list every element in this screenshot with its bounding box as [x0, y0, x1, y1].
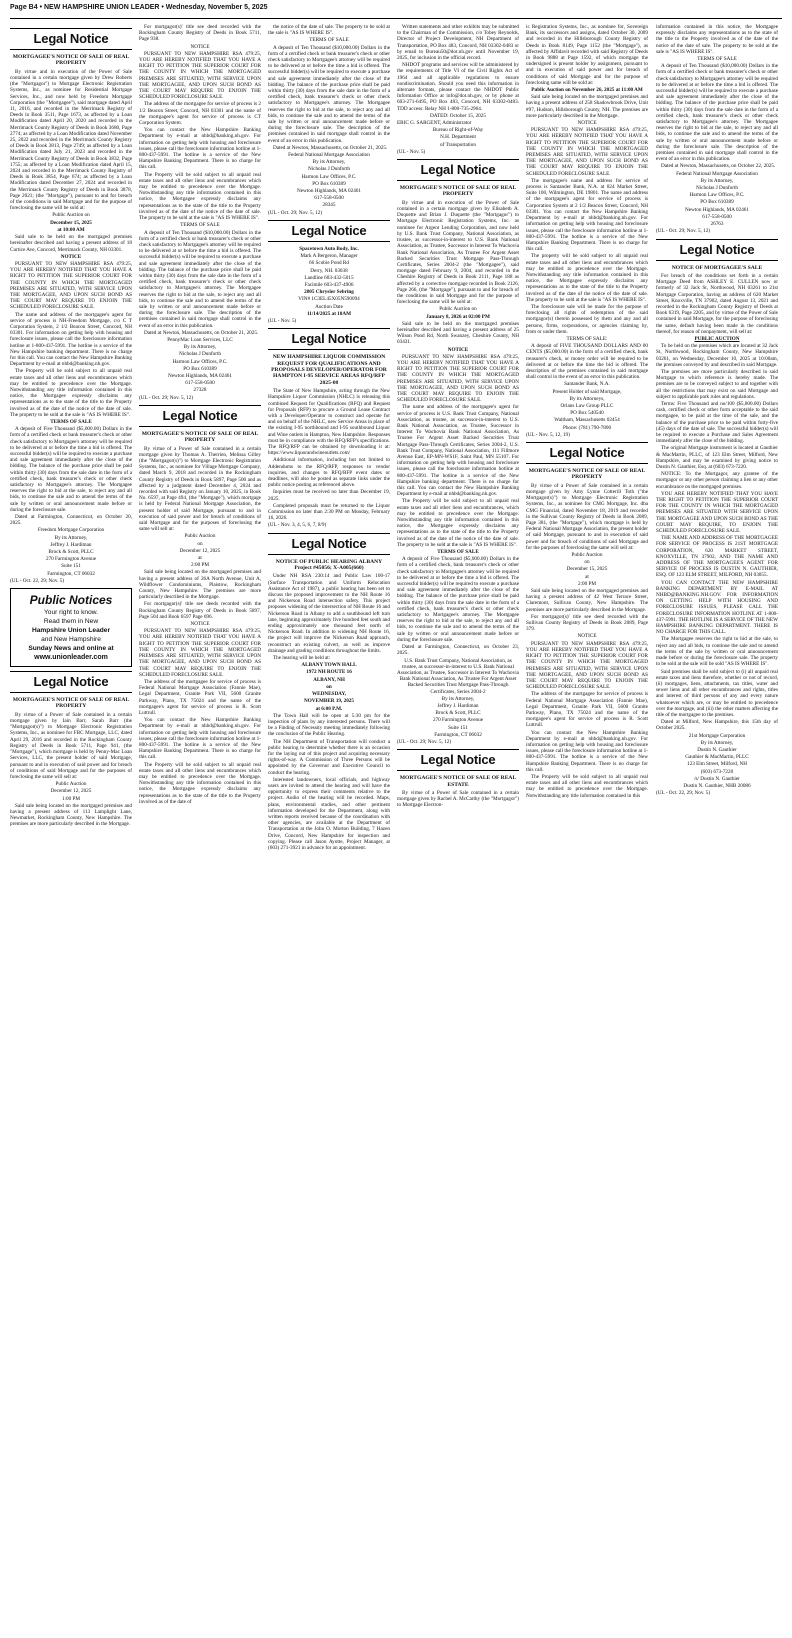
notice-body: The Property will be sold subject to all unpaid real estate taxes and all other liens and encumbrances which may be entitled to precedence over the Mortgage. Notwithstanding any title information contained in this notice, the Mortgagee expressly disclaims any representations as to the state of the title to the Property involved as of the date of the notice of the date of sale. The property to be sold at the sale is "AS IS WHERE IS". — [10, 368, 132, 418]
notice-body: Under NH RSA 230:14 and Public Law 100-17 (Surface Transportation and Uniform Relocation Assistance Act of 1987), a public hearing has been set to discuss the proposed improvement to the NH Route 16 and Nickerson Road intersection safety. This project proposes widening of the intersection of NH Route 16 and Nickerson Road in Albany to add a southbound left turn lane, beginning approximately five hundred feet south and ending approximately one thousand feet north of Nickerson Road. In addition to widening NH Route 16, the project will improve the Nickerson Road approach, reconstruct an existing culvert, as well as improve drainage and grading conditions throughout the limits. — [268, 573, 390, 654]
signature-line: By its Attorney, — [312, 159, 346, 166]
signature-line: 270 Farmington Avenue — [432, 717, 484, 724]
notice-title: NEW HAMPSHIRE LIQUOR COMMISSION REQUEST FOR QUALIFICATIONS AND PROPOSALS DEVELOPER/OPERATOR FOR HAMPTON I-95 SERVICE AREAS RFQ/RFP 2025-08 — [271, 354, 387, 386]
notice-body: The mortgagee's name and address for service of process is Santander Bank, N.A. at 824 Market Street, Suite 100, Wilmington, DE 19801. The name and address of the mortgagee's agent for service of process is Corporation System at 2 1/2 Beacon Street, Concord, NH 03301. You can contact the New Hampshire Banking Department by e-mail at nhbd@banking.nh.gov. For information on getting help with housing and foreclosure issues, please call the foreclosure information hotline at 1-800-437-5991. The hotline is a service of the New Hampshire Banking Department. There is no charge for this call. — [526, 177, 648, 253]
signature-line: PO Box 610389 — [700, 199, 734, 206]
signature-line: Orlans Law Group PLLC — [560, 402, 614, 409]
notice-body: PURSUANT TO NEW HAMPSHIRE RSA 479:25, YOU ARE HEREBY NOTIFIED THAT YOU HAVE A RIGHT TO PETITION THE SUPERIOR COURT FOR THE COUNTY IN WHICH THE MORTGAGED PREMISES ARE SITUATED, WITH SERVICE UPON THE MORTGAGEE, AND UPON SUCH BOND AS THE COURT MAY REQUIRE TO ENJOIN THE SCHEDULED FORECLOSURE SALE. — [139, 50, 261, 101]
signature-line: Jeffrey J. Hardiman — [437, 702, 479, 709]
signature-line: (603) 673-7220 — [700, 768, 734, 775]
legal-notice-heading: Legal Notice — [268, 533, 390, 555]
run-dates: (UL - Nov. 5) — [268, 317, 297, 324]
signature-line: 26763 — [710, 221, 724, 228]
auction-line: 2:00 PM — [577, 580, 597, 587]
dated-line: Dated at Milford, New Hampshire, this 15th day of October 2025. — [656, 719, 778, 732]
notice-body: By virtue and in execution of the Power of Sale contained in a certain mortgage given by Elisabeth A. Duquette and Brian J. Duquette (the "Mortgagor") to Mortgage Electronic Registration Systems, Inc. as nominee for Argent Lending Corporation, and now held by U.S. Bank Trust Company, National Association, as trustee, as successor-in-interest to U.S. Bank National Association, as Trustee, Successor in Interest To Wachovia Bank National Association, As Trustee For Argent Asset Backed Securities Trust Mortgage Pass-Through Certificates, Series 2004-2 (the "Mortgagee"), said mortgage dated February 9, 2004, and recorded in the Cheshire Registry of Deeds in Book 2111, Page 188 as affected by a corrective mortgage recorded in Book 2126, Page 266, (the "Mortgage"), pursuant to and for breach of the conditions in said Mortgage and for the purpose of foreclosing the same will be sold at: — [397, 199, 519, 306]
notice-body: PURSUANT TO NEW HAMPSHIRE RSA 479:25, YOU ARE HEREBY NOTIFIED THAT YOU HAVE A RIGHT TO PETITION THE SUPERIOR COURT FOR THE COUNTY IN WHICH THE MORTGAGED PREMISES ARE SITUATED, WITH SERVICE UPON THE MORTGAGEE, AND UPON SUCH BOND AS THE COURT MAY REQUIRE TO ENJOIN THE SCHEDULED FORECLOSURE SALE. — [139, 628, 261, 678]
notice-body: Additional information, including but not limited to Addendums to the RFQ/RFP, responses to vendor inquiries, and changes to RFQ/RFP event dates or deadlines, will also be posted as separate links under the public notice posting as referenced above. — [268, 457, 390, 489]
column-3 — [268, 24, 390, 1624]
signature-line: 27328 — [193, 387, 207, 394]
signature-line: By its Attorney, — [54, 534, 88, 541]
notice-body: The name and address of the mortgagee's agent for service of process is NH-Freedom Mortgage, c/o C T Corporation System, 2 1/2 Beacon Street, Concord, NH 03301. For information on getting help with housing and foreclosure issues, please call the foreclosure information hotline at 1-800-437-5991. The hotline is a service of the New Hampshire banking department. There is no charge for this call. You can contact the New Hampshire Banking Department by e-mail at nhbd@banking.nh.gov. — [10, 311, 132, 368]
auction-date: December 15, 2025 — [50, 219, 92, 226]
notice-body: The hearing will be held at: — [273, 655, 331, 662]
auction-date: December 12, 2025 — [179, 547, 221, 554]
notice-label: NOTICE — [447, 346, 469, 353]
signature-line: Federal National Mortgage Association — [676, 170, 758, 177]
notice-body: Inquiries must be received no later than December 19, 2025. — [268, 489, 390, 502]
signature-line: Harmon Law Offices, P.C. — [172, 358, 228, 365]
signature-line: 617-558-0500 — [185, 380, 215, 387]
notice-body: Completed proposals must be returned to the Liquor Commission no later than 2:30 PM on Monday, February 16, 2026. — [268, 502, 390, 522]
notice-body: The Property will be sold subject to all unpaid real estate taxes and all other liens and encumbrances which may be entitled to precedence over the Mortgage. Notwithstanding any title information contained in this notice, the Mortgagee expressly disclaims any representations as to the state of the title to the Property involved as of the date of — [139, 761, 261, 805]
hearing-place-line: on — [326, 683, 332, 690]
notice-body: A deposit of Ten Thousand ($10,000.00) Dollars in the form of a certified check or bank treasurer's check or other check satisfactory to Mortgagee's attorney will be required to be delivered at or before the time a bid is offered. The successful bidder(s) will be required to execute a purchase and sale agreement immediately after the close of the bidding. The balance of the purchase price shall be paid within thirty (30) days from the sale date in the form of a certified check, bank treasurer's check or other check satisfactory to Mortgagee's attorney. The Mortgagee reserves the right to bid at the sale, to reject any and all bids, to continue the sale and to amend the terms of the sale by written or oral announcement made before or during the foreclosure sale. The description of the premises contained in said mortgage shall control in the event of an error in this publication. — [656, 63, 778, 163]
terms-label: TERMS OF SALE — [50, 418, 92, 425]
legal-notice-heading: Legal Notice — [10, 671, 132, 693]
signature-line: Phone: (781) 790-7800 — [562, 424, 612, 431]
legal-notice-heading: Legal Notice — [268, 220, 390, 242]
notice-body: A deposit of Five Thousand ($5,000.00) Dollars in the form of a certified check, bank treasurer's check or other check satisfactory to Mortgagee's attorney will be required to be delivered at or before the time a bid is offered. The successful bidder(s) will be required to execute a purchase and sale agreement immediately after the close of the bidding. The balance of the purchase price shall be paid within thirty (30) days from the sale date in the form of a certified check, bank treasurer's check or other check satisfactory to Mortgagee's attorney. The Mortgagee reserves the right to bid at the sale, to reject any and all bids, to continue the sale and to amend the terms of the sale by written or oral announcement made before or during the foreclosure sale. — [397, 556, 519, 643]
notice-body: The address of the mortgagee for service of process is Federal National Mortgage Association (Fannie Mae), Legal Department, Granite Park VII, 5600 Granite Parkway, Plano, TX 75024 and the name of the mortgagee's agent for service of process is R. Scott Luttrull. — [526, 691, 648, 729]
signature-line: Present Holder of said Mortgage, — [552, 388, 622, 395]
signature-line: 270 Farmington Avenue — [45, 556, 97, 563]
auto-vin: VIN# 1C3EL45X05N590094 — [298, 296, 360, 303]
hearing-place-line: 1972 NH ROUTE 16 — [306, 669, 352, 676]
notice-body: The Town Hall will be open at 5:30 pm for the inspection of plans by any interested persons. There will be a Finding of Necessity meeting immediately following the conclusion of the Public Hearing. — [268, 712, 390, 738]
run-dates: (UL - Oct. 29; Nov. 5, 12) — [397, 738, 452, 745]
signature-line: Farmington, CT 06032 — [47, 570, 95, 577]
notice-body: The address of the mortgagee for service of process is Federal National Mortgage Association (Fannie Mae), Legal Department, Granite Park VII, 5600 Granite Parkway, Plano, TX 75024 and the name of the mortgagee's agent for service of process is R. Scott Luttrull. — [139, 678, 261, 716]
notice-body: By virtue of a Power of Sale contained in a certain mortgage given by Iain Barr, Sarah Barr (the "Mortgagor(s)") to Mortgage Electronic Registration Systems, Inc., as nominee for FBC Mortgage, LLC, dated April 29, 2016 and recorded in the Rockingham County Registry of Deeds in Book 5711, Page 941, (the "Mortgage"), which mortgage is held by Penny-Mac Loan Services, LLC, the present holder of said Mortgage, pursuant to and in execution of said power and for breach of conditions of said Mortgage and for the purposes of foreclosing the same will sell at: — [10, 711, 132, 780]
notice-body: YOU CAN CONTACT THE NEW HAMPSHIRE BANKING DEPARTMENT BY E-MAIL AT NHBD@BANKING.NH.GOV. FOR INFORMATION ON GETTING HELP WITH HOUSING AND FORECLOSURE ISSUES, PLEASE CALL THE FORECLOSURE INFORMATION HOTLINE AT 1-800-437-5991. THE HOTLINE IS A SERVICE OF THE NEW HAMPSHIRE BANKING DEPARTMENT. THERE IS NO CHARGE FOR THIS CALL. — [656, 579, 778, 636]
notice-body: PURSUANT TO NEW HAMPSHIRE RSA 479:25, YOU ARE HEREBY NOTIFIED THAT YOU HAVE A RIGHT TO PETITION THE SUPERIOR COURT FOR THE COUNTY IN WHICH THE MORTGAGED PREMISES ARE SITUATED, WITH SERVICE UPON THE MORTGAGEE, AND UPON SUCH BOND AS THE COURT MAY REQUIRE TO ENJOIN THE SCHEDULED FORECLOSURE SALE. — [526, 127, 648, 177]
notice-body: NOTICE: To the Mortgagor, any grantee of the mortgagor or any other person claiming a lien or any other encumbrance on the mortgaged premises. — [656, 471, 778, 490]
notice-body: A deposit of FIVE THOUSAND DOLLARS AND 00 CENTS ($5,000.00) in the form of a certified check, bank treasurer's check, or money order will be required to be delivered at or before the time the bid is offered. The description of the premises contained in said mortgage shall control in the event of an error in this publication. — [526, 343, 648, 381]
notice-body: By virtue and in execution of the Power of Sale contained in a certain mortgage given by Drew Roberts (the "Mortgagor") to Mortgage Electronic Registration Systems, Inc., as nominee for Residential Mortgage Services, Inc., and now held by Freedom Mortgage Corporation (the "Mortgagee"), said mortgage dated April 11, 2016, and recorded in the Merrimack Registry of Deeds in Book 3511, Page 1673, as affected by a Loan Modification dated April 20, 2020 and recorded in the Merrimack County Registry of Deeds in Book 3680, Page 2774; as affected by a Loan Modification dated November 25, 2022 and recorded in the Merrimack County Registry of Deeds in Book 3813, Page 2749; as affected by a Loan Modification dated July 21, 2023 and recorded in the Merrimack County Registry of Deeds in Book 3832, Page 1755; as affected by a Loan Modification dated April 15, 2024 and recorded in the Merrimack County Registry of Deeds in Book 3854, Page 674; as affected by a Loan Modification dated December 27, 2024 and recorded in the Merrimack County Registry of Deeds in Book 3878, Page 2021; (the "Mortgage"), pursuant to and for breach of the conditions in said Mortgage and for the purpose of foreclosing the same will be sold at: — [10, 68, 132, 212]
run-dates: (UL - Nov. 5, 12, 19) — [526, 431, 570, 438]
notice-label: NOTICE — [577, 120, 597, 127]
column-6 — [656, 24, 778, 1624]
notice-body: By virtue of a Power of Sale contained in a certain mortgage given by Amy Lynne Cotterill Toth ("the Mortgagor(s)") to Mortgage Electronic Registration Systems, Inc., as nominee for CMG Mortgage, Inc. dba CMG Financial, dated November 18, 2019 and recorded in the Sullivan County Registry of Deeds in Book 2089, Page 381, (the "Mortgage"), which mortgage is held by Federal National Mortgage Association, the present holder of said Mortgage, pursuant to and in execution of said power and for breach of conditions of said Mortgage and for the purposes of foreclosing the same will sell at: — [526, 482, 648, 551]
signature-line: Nicholas J Dunforth — [307, 166, 351, 173]
legal-notice-heading: Legal Notice — [10, 28, 132, 50]
notice-body: You can contact the New Hampshire Banking Department by e-mail at nhbd@banking.nh.gov. For information on getting help with housing and foreclosure issues, please call the foreclosure information hotline at 1-800-437-5991. The hotline is a service of the New Hampshire Banking Department. There is no charge for this call. — [139, 717, 261, 761]
notice-body: The Mortgagee reserves the right to bid at the sale, to reject any and all bids, to continue the sale and to amend the terms of the sale by written or oral announcement made before or during the foreclosure sale. The property to be sold at the sale will be sold "AS IS WHERE IS". — [656, 636, 778, 668]
notice-body: For mortgagor(s)' title see deeds recorded with the Rockingham County Registry of Deeds in Book 5897, Page 504 and Book 6597 Page 696. — [139, 601, 261, 620]
notice-body: Written statements and other exhibits may be submitted to the Chairman of the Commission, c/o Tobey Reynolds, Director of Project Development, NH Department of Transportation, PO Box 483, Concord, NH 03302-0483 or by email to Bureau50@dot.nh.gov until November 19, 2025, for inclusion in the official record. — [397, 24, 519, 62]
notice-body: You can contact the New Hampshire Banking Department by e-mail at nhbd@banking.nh.gov. For information on getting help with housing and foreclosure issues, please call the foreclosure information hotline at 1-800-437-5991. The hotline is a service of the New Hampshire Banking Department. There is no charge for this call. — [526, 729, 648, 773]
notice-body: For breach of the conditions set forth in a certain Mortgage Deed from ASHLEY E. CULLEN now or formerly of 32 Jack St, Northwood, NH 03261 to 21st Mortgage Corporation, having an address of 620 Market Street, Knoxville, TN 37902, dated August 13, 2021 and recorded in the Rockingham County Registry of Deeds at Book 6319, Page 2205, and by virtue of the Power of Sale contained in said Mortgage, for the purpose of foreclosing the same, default having been made in the conditions thereof, for reason of nonpayment, will sell at: — [656, 272, 778, 335]
run-dates: (UL - Oct. 22, 29; Nov. 5) — [10, 577, 65, 584]
notice-body: information contained in this notice, the Mortgagee expressly disclaims any representations as to the state of the title to the Property involved as of the date of the notice of the date of sale. The property to be sold at the sale is "AS IS WHERE IS". — [656, 24, 778, 55]
auction-line: on — [584, 559, 590, 566]
column-5 — [526, 24, 648, 1624]
notice-body: A deposit of Five Thousand ($5,000.00) Dollars in the form of a certified check or bank treasurer's check or other check satisfactory to Mortgagee's attorney will be required to be delivered at or before the time a bid is offered. The successful bidder(s) will be required to execute a purchase and sale agreement immediately after the close of the bidding. The balance of the purchase price shall be paid within thirty (30) days from the sale date in the form of a certified check, bank treasurer's check or other check satisfactory to Mortgagee's attorney. The Mortgagee reserves the right to bid at the sale, to reject any and all bids, to continue the sale and to amend the terms of the sale by written or oral announcement made before or during the foreclosure sale. — [10, 426, 132, 513]
terms-label: TERMS OF SALE: — [566, 335, 608, 342]
notice-body: Interested landowners, local officials, and highway users are invited to attend the hearing and will have the opportunity to express their comments relative to the project. Audio of the hearing will be recorded. Maps, plans, environmental studies, and other pertinent information developed for the Department, along with written reports received because of the coordination with other agencies, are available at the Department of Transportation at the John O. Morton Building, 7 Hazen Drive, Concord, New Hampshire for inspection and copying. Please call Jason Ayotte, Project Manager, at (603) 271-3921 in advance for an appointment. — [268, 776, 390, 851]
notice-label: NOTICE — [190, 43, 210, 50]
run-dates: (UL - Nov. 5) — [397, 148, 426, 155]
signature-line: By its Attorney, — [183, 344, 217, 351]
notice-body: Said sale to be held on the mortgaged premises hereinafter described and having a present address of 25 Wilson Pond Rd, North Swanzey, Cheshire County, NH 03431. — [397, 320, 519, 346]
signature-line: Dustin N. Gauthier, NHB 20086 — [683, 782, 751, 789]
notice-body: Said premises shall be sold subject to (i) all unpaid real estate taxes and liens therefore, whether or not of record, (ii) mortgages, liens, attachments, tax titles, water and sewer liens and all other encumbrances and rights, titles and interest of third persons of any and every nature whatsoever which are, or may be entitled to precedence over the mortgage, and (iii) the other matters affecting the title of the mortgagee to the premises. — [656, 668, 778, 718]
run-dates: (UL - Oct. 29; Nov. 5, 12) — [656, 228, 711, 235]
dated-line: Dated at Farmington, Connecticut, on October 20, 2025. — [10, 514, 132, 527]
signature-line: By its Attorney, — [700, 739, 734, 746]
notice-body: Said sale being located on the mortgaged premises and having a present address of 26A North Avenue, Unit A, Wildflower Condominiums, Plaistow, Rockingham County, New Hampshire. The premises are more particularly described in the Mortgage. — [139, 569, 261, 601]
auction-line: Public Auction — [571, 552, 603, 559]
dated-line: Dated at Newton, Massachusetts, on October 21, 2025. — [273, 144, 388, 151]
auto-vehicle: 2005 Chrysler Sebring — [304, 289, 354, 296]
signature-line: PennyMac Loan Services, LLC — [167, 336, 233, 343]
signature-line: Newton Highlands, MA 02461 — [685, 206, 749, 213]
dated-line: Dated at Farmington, Connecticut, on October 23, 2025. — [397, 644, 519, 657]
notice-title: MORTGAGEE'S NOTICE OF SALE OF REAL PROPERTY — [12, 697, 130, 710]
signature-line: Brock & Scott, PLLC — [435, 710, 481, 717]
hearing-place-line: ALBANY, NH — [313, 676, 345, 683]
signature-line: of Transportation — [440, 141, 476, 148]
notice-body: For mortgagor(s)' title see deed recorded with the Rockingham County Registry of Deeds in Book 5711, Page 938. — [139, 24, 261, 43]
signature-line: Freedom Mortgage Corporation — [37, 527, 105, 534]
signature-line: Waltham, Massachusetts 02454 — [554, 417, 620, 424]
hearing-place-line: ALBANY TOWN HALL — [301, 662, 357, 669]
public-notices-line: Sunday News and online at — [28, 645, 114, 653]
signature-line: Santander Bank, N.A. — [564, 381, 610, 388]
signature-line: By its Attorney, — [700, 177, 734, 184]
signature-line: Nicholas J Dunforth — [695, 185, 739, 192]
terms-label: TERMS OF SALE — [697, 56, 737, 63]
terms-label: TERMS OF SALE — [437, 549, 479, 556]
signature-line: ERIC G. SARGENT, Administrator — [397, 120, 472, 127]
notice-body: The State of New Hampshire, acting through the New Hampshire Liquor Commission (NHLC) is releasing this combined Request for Qualifications (RFQ) and Request for Proposals (RFP) to procure a Ground Lease Contract with a Developer/Operator to construct and operate for and on behalf of the NHLC, new Service Areas in place of the existing I-95 northbound and I-95 southbound Liquor and Wine outlets in Hampton, New Hampshire. Responses must be in compliance with the RFQ/RFP's specifications. The RFQ/RFP can be obtained by downloading it at: https://www.liquorandwineoutlets.com/ — [268, 388, 390, 457]
notice-title: NOTICE OF MORTGAGEE'S SALE — [671, 264, 763, 271]
terms-label: TERMS OF SALE — [309, 37, 349, 44]
notice-body: The Property will be sold subject to all unpaid real estate taxes and all other liens and encumbrances which may be entitled to precedence over the Mortgage. Notwithstanding any title information contained in this notice, the Mortgagee expressly disclaims any representations as to the state of the title to the Property involved as of the date of the notice of the date of sale. The property to be sold at the sale is "AS IS WHERE IS". — [139, 171, 261, 222]
signature-line: Newton Highlands, MA 02461 — [297, 188, 361, 195]
dated-line: DATED: October 15, 2025 — [430, 112, 486, 119]
hearing-place-line: at 6:00 P.M. — [315, 705, 343, 712]
auto-sale-date: 11/14/2025 at 10AM — [306, 310, 352, 317]
signature-line: 21st Mortgage Corporation — [688, 732, 746, 739]
run-dates: (UL - Oct. 22, 29; Nov. 5) — [656, 790, 711, 797]
signature-line: /s/ Dustin N. Gauthier — [694, 775, 740, 782]
notice-body: Said sale being located on the mortgaged premises and having a present address of 258 Shadowbrook Drive, Unit #97, Hudson, Hillsborough County, NH. The premises are more particularly described in the Mortgage. — [526, 94, 648, 119]
website-link[interactable]: www.unionleader.com — [34, 654, 108, 662]
signature-line: Brock & Scott, PLLC — [48, 549, 94, 556]
signature-line: 123 Elm Street, Milford, NH — [687, 761, 747, 768]
notice-body: the notice of the date of sale. The property to be sold at the sale is "AS IS WHERE IS". — [268, 24, 390, 37]
signature-line: Bureau of Right-of-Way — [432, 127, 484, 134]
notice-body: NHDOT programs and services will be administered by the requirements of Title VI of the Civil Rights Act of 1964 and all applicable regulations to ensure nondiscrimination. Should you need this information in alternate formats, please contact the NHDOT Public Information Office at info@dot.nh.gov, or by phone at 603-271-6495, PO Box 483, Concord, NH 03302-0483. TDD access: Relay NH 1-800-735-2964. — [397, 62, 519, 112]
legal-notice-heading: Legal Notice — [526, 442, 648, 464]
notice-body: The original Mortgage instrument is located at Gauthier & MacMartin, PLLC, of 123 Elm Street, Milford, New Hampshire, and may be examined by giving notice to Dustin N. Gauthier, Esq. at (603) 673-7220. — [656, 445, 778, 470]
notice-body: Said sale being located on the mortgaged premises and having a present address of 113 Lamplight Lane, Newmarket, Rockingham County, New Hampshire. The premises are more particularly described in the Mortgage. — [10, 802, 132, 828]
auto-sale-label: Auction Date — [315, 303, 343, 310]
notice-body: The name and address of the mortgagee's agent for service of process is U.S. Bank Trust Company, National Association, as trustee, as successor-in-interest to U.S. Bank National Association, as Trustee, Successor in Interest To Wachovia Bank National Association, As Trustee For Argent Asset Backed Securities Trust Mortgage Pass-Through Certificates, Series 2004-2, U.S. Bank Trust Company, National Association, 111 Fillmore Avenue East, EP-MN-WS1F, Saint Paul, MN 55107. For information on getting help with housing and foreclosure issues, please call the foreclosure information hotline at 800-437-5991. The hotline is a service of the New Hampshire banking department. There is no charge for this call. You can contact the New Hampshire Banking Department by e-mail at nhbd@banking.nh.gov. — [397, 404, 519, 498]
auction-time: at 10:00 AM — [57, 226, 85, 233]
auction-label: Public Auction — [184, 533, 216, 540]
notice-title: MORTGAGEE'S NOTICE OF SALE OF REAL PROPERTY — [141, 430, 259, 444]
hearing-place-line: NOVEMBER 19, 2025 — [303, 698, 354, 705]
notice-title: MORTGAGEE'S NOTICE OF SALE OF REAL PROPERTY — [12, 54, 130, 67]
auction-line: December 15, 2025 — [566, 566, 608, 573]
auction-time: 1:00 PM — [61, 795, 81, 802]
auction-at: at — [198, 555, 202, 562]
signature-line: Dustin N. Gauthier — [697, 746, 737, 753]
notice-label: NOTICE — [190, 621, 210, 628]
public-notices-line: Your right to know. — [43, 609, 98, 617]
auction-label: Public Auction on — [52, 212, 90, 219]
auction-label: PUBLIC AUCTION — [694, 335, 740, 342]
signature-line: 617-558-0500 — [702, 213, 732, 220]
run-dates: (UL - Oct. 29; Nov. 5, 12) — [139, 394, 194, 401]
auction-date: Public Auction on November 26, 2025 at 11:00 AM — [531, 87, 643, 94]
run-dates: (UL - Nov. 3, 4, 5, 6, 7, 8/9) — [268, 522, 327, 529]
public-notices-line: and New Hampshire — [41, 636, 101, 644]
auto-line: Mark A Bergeron, Manager — [300, 253, 358, 260]
signature-line: 617-558-0500 — [314, 195, 344, 202]
run-dates: (UL - Oct. 29; Nov. 5, 12) — [268, 209, 323, 216]
notice-body: The address of the mortgagee for service of process is 2 1/2 Beacon Street, Concord, NH 03301 and the name of the mortgagee's agent for service of process is CT Corporation System. — [139, 101, 261, 127]
notice-body: Said sale being located on the mortgaged premises and having a present address of 42 West Terrace Street, Claremont, Sullivan County, New Hampshire. The premises are more particularly described in the Mortgage. — [526, 588, 648, 613]
public-notices-line: Read them in New — [43, 618, 99, 626]
notice-body: The Property will be sold subject to all unpaid real estate taxes and all other liens and encumbrances, which may be entitled to precedence over the Mortgage. Notwithstanding any title information contained in this notice, the Mortgagee expressly disclaims any representations as to the state of the title to the Property involved as of the date of the notice of the date of sale. The property to be sold at the sale is "AS IS WHERE IS". — [397, 498, 519, 548]
notice-label: NOTICE — [60, 253, 82, 260]
signature-line: By its Attorneys, — [569, 395, 605, 402]
signature-line: Harmon Law Offices, P.C. — [689, 192, 745, 199]
page-header: Page B4 • NEW HAMPSHIRE UNION LEADER • Wednesday, November 5, 2025 — [10, 4, 782, 19]
notice-body: The premises are more particularly described in said Mortgage to which reference is hereby made. The premises are to be conveyed subject to and together with all the restrictions that may exist on said Mortgage and subject to applicable park rules and regulations. — [656, 368, 778, 400]
legal-notice-heading: Legal Notice — [397, 749, 519, 771]
public-notices-title: Public Notices — [29, 593, 113, 608]
signature-line: Federal National Mortgage Association — [288, 152, 370, 159]
column-2 — [139, 24, 261, 1624]
notice-body: For mortgagor(s)' title see deed recorded with the Sullivan County Registry of Deeds in Book 2089, Page 379. — [526, 613, 648, 633]
legal-notice-heading: Legal Notice — [268, 328, 390, 350]
notice-body: Terms: Five Thousand and no/100 ($5,000.00) Dollars cash, certified check or other form acceptable to the said mortgagee, to be paid at the time of the sale, and the balance of the purchase price to be paid within forty-five (45) days of the date of sale. The successful bidder(s) will be required to execute a Purchase and Sales Agreement immediately after the close of the bidding. — [656, 400, 778, 445]
signature-line: Suite 151 — [61, 563, 81, 570]
signature-line: Suite 151 — [448, 724, 468, 731]
hearing-place-line: WEDNESDAY, — [311, 691, 347, 698]
notice-body: THE NAME AND ADDRESS OF THE MORTGAGEE FOR SERVICE OF PROCESS IS 21ST MORTGAGE CORPORATION, 620 MARKET STREET, KNOXVILLE, TN 37902, AND THE NAME AND ADDRESS OF THE MORTGAGEE'S AGENT FOR SERVICE OF PROCESS IS DUSTIN N. GAUTHIER, ESQ. OF 123 ELM STREET, MILFORD, NH 03055. — [656, 535, 778, 579]
notice-body: YOU ARE HEREBY NOTIFIED THAT YOU HAVE THE RIGHT TO PETITION THE SUPERIOR COURT FOR THE COUNTY IN WHICH THE MORTGAGED PREMISES ARE SITUATED WITH SERVICE UPON THE MORTGAGEE AND UPON SUCH BOND AS THE COURT MAY REQUIRE, TO ENJOIN THE SCHEDULED FORECLOSURE SALE. — [656, 490, 778, 535]
auction-label: Public Auction — [55, 781, 87, 788]
notice-body: You can contact the New Hampshire Banking Department by e-mail at nhbd@banking.nh.gov. For information on getting help with housing and foreclosure issues, please call the foreclosure information hotline at 1-800-437-5991. The hotline is a service of the New Hampshire Banking Department. There is no charge for this call. — [139, 127, 261, 171]
notice-title: MORTGAGEE'S NOTICE OF SALE OF REAL PROPERTY — [528, 468, 646, 481]
auction-label: Public Auction on — [439, 306, 477, 313]
notice-body: By virtue of a Power of Sale contained in a certain mortgage given by Rachel A. McCarthy (the "Mortgagor") to Mortgage Electron- — [397, 789, 519, 809]
column-4 — [397, 24, 519, 1624]
signature-line: PO Box 540540 — [570, 410, 604, 417]
signature-line: U.S. Bank Trust Company, National Association, as trustee, as successor-in-interest to U.S. Bank National Association, as Trustee, Successor in Interest To Wachovia Bank National Association, As Trustee For Argent Asset Backed Securities Trust Mortgage Pass-Through Certificates, Series 2004-2 — [397, 657, 519, 695]
notice-body: PURSUANT TO NEW HAMPSHIRE RSA 479:25, YOU ARE HEREBY NOTIFIED THAT YOU HAVE A RIGHT TO PETITION THE SUPERIOR COURT FOR THE COUNTY IN WHICH THE MORTGAGED PREMISES ARE SITUATED, WITH SERVICE UPON THE MORTGAGEE, AND UPON SUCH BOND AS THE COURT MAY REQUIRE TO ENJOIN THE SCHEDULED FORECLOSURE SALE. — [397, 353, 519, 404]
signature-line: By its Attorney, — [441, 695, 475, 702]
notice-title: NOTICE OF PUBLIC HEARING ALBANY Project #45056; X-A005(660) — [275, 558, 383, 572]
notice-body: The property will be sold subject to all unpaid real estate taxes and all other liens and encumbrances which may be entitled to precedence over the Mortgage. Notwithstanding any title information contained in this notice, the Mortgagee expressly disclaims any representations as to the state of the title to the Property involved as of the date of the notice of the date of sale. The property to be sold at the sale is "AS IS WHERE IS". — [526, 253, 648, 303]
notice-body: The Property will be sold subject to all unpaid real estate taxes and all other liens and encumbrances which may be entitled to precedence over the Mortgage. Notwithstanding any title information contained in this — [526, 773, 648, 799]
auction-line: at — [585, 573, 589, 580]
signature-line: PO Box 610389 — [312, 180, 346, 187]
signature-line: Gauthier & MacMartin, PLLC — [685, 754, 749, 761]
auto-line: 66 Scobie Pond Rd — [309, 260, 349, 267]
auction-time: 2:00 PM — [190, 562, 210, 569]
notice-body: ic Registration Systems, Inc., as nominee for, Sovereign Bank, its successors and assigns, dated October 30, 2009 and recorded in the Hillsborough County Registry of Deeds in Book 8149, Page 1152 (the "Mortgage"), as affected by Affidavit recorded with said Registry of Deeds in Book 9888 at Page 1592, of which mortgage the undersigned is present holder by assignment, pursuant to and in execution of said power and for breach of conditions of said Mortgage and for the purpose of foreclosing same will be sold at: — [526, 24, 648, 86]
legal-notice-heading: Legal Notice — [139, 405, 261, 427]
notice-label: NOTICE — [577, 633, 597, 640]
auto-business-name: Spacetown Auto Body, Inc. — [299, 245, 359, 252]
notice-body: A deposit of Ten Thousand ($10,000.00) Dollars in the form of a certified check or bank treasurer's check or other check satisfactory to Mortgagee's attorney will be required to be delivered at or before the time a bid is offered. The successful bidder(s) will be required to execute a purchase and sale agreement immediately after the close of the bidding. The balance of the purchase price shall be paid within thirty (30) days from the sale date in the form of a certified check, bank treasurer's check or other check satisfactory to Mortgagee's attorney. The Mortgagee reserves the right to bid at the sale, to reject any and all bids, to continue the sale and to amend the terms of the sale by written or oral announcement made before or during the foreclosure sale. The description of the premises contained in said mortgage shall control in the event of an error in this publication. — [268, 44, 390, 144]
auction-on: on — [197, 540, 203, 547]
notice-body: To be held on the premises which are located at 32 Jack St, Northwood, Rockingham County, New Hampshire 03261, on Wednesday, December 10, 2025 at 10:00am, the premises conveyed by and described in said Mortgage. — [656, 343, 778, 368]
auction-date: December 12, 2025 — [50, 788, 92, 795]
notice-title: MORTGAGEE'S NOTICE OF SALE OF REAL ESTATE — [399, 775, 517, 788]
signature-line: Farmington, CT 06032 — [434, 731, 482, 738]
auto-line: Derry, NH. 03038 — [310, 267, 348, 274]
notice-body: The NH Department of Transportation will conduct a public hearing to determine whether there is an occasion for the laying out of this project and acquiring necessary rights-of-way. A Commission of Three Persons will be appointed by the Governor and Executive Council to conduct the hearing. — [268, 738, 390, 776]
notice-body: Said sale to be held on the mortgaged premises hereinafter described and having a present address of 18 Curtice Ave, Concord, Merrimack County, NH 03301. — [10, 234, 132, 253]
notice-body: The foreclosure sale will be made for the purpose of foreclosing all rights of redemption of the said mortgagor(s) therein possessed by them and any and all persons, firms, corporations, or agencies claiming by, from or under them. — [526, 303, 648, 335]
column-1 — [10, 24, 132, 1624]
signature-line: N.H. Department — [440, 134, 476, 141]
signature-line: Newton Highlands, MA 02461 — [168, 372, 232, 379]
public-notices-line: Hampshire Union Leader — [31, 627, 111, 635]
notice-body: By virtue of a Power of Sale contained in a certain mortgage given by Thomas A. Therrien, Melissa Gilley (the "Mortgagor(s)") to Mortgage Electronic Registration Systems, Inc., as nominee for Village Mortgage Company, dated March 9, 2018 and recorded in the Rockingham County Registry of Deeds in Book 5897, Page 500 and as affected by a judgment dated December 4, 2024 and recorded with said Registry on January 10, 2025, in Book No. 6597, at Page 494, (the "Mortgage"), which mortgage is held by Federal National Mortgage Association, the present holder of said Mortgage, pursuant to and in execution of said power and for breach of conditions of said Mortgage and for the purposes of foreclosing the same will sell at: — [139, 445, 261, 533]
notice-title: MORTGAGEE'S NOTICE OF SALE OF REAL PROPERTY — [399, 185, 517, 198]
notice-body: A deposit of Ten Thousand ($10,000.00) Dollars in the form of a certified check or bank treasurer's check or other check satisfactory to Mortgagee's attorney will be required to be delivered at or before the time a bid is offered. The successful bidder(s) will be required to execute a purchase and sale agreement immediately after the close of the bidding. The balance of the purchase price shall be paid within thirty (30) days from the sale date in the form of a certified check, bank treasurer's check or other check satisfactory to Mortgagee's attorney. The Mortgagee reserves the right to bid at the sale, to reject any and all bids, to continue the sale and to amend the terms of the sale by written or oral announcement made before or during the foreclosure sale. The description of the premises contained in said mortgage shall control in the event of an error in this publication. — [139, 229, 261, 329]
public-notices-box — [10, 588, 132, 667]
terms-label: TERMS OF SALE — [180, 222, 220, 229]
signature-line: Harmon Law Offices, P.C. — [301, 173, 357, 180]
auction-date: January 8, 2026 at 02:00 PM — [426, 313, 490, 320]
auto-line: Landline 603-432-5015 — [304, 274, 354, 281]
dated-line: Dated at Newton, Massachusetts, on October 21, 2025. — [144, 329, 259, 336]
legal-notice-heading: Legal Notice — [656, 239, 778, 261]
legal-notice-heading: Legal Notice — [397, 159, 519, 181]
signature-line: Nicholas J Dunforth — [178, 351, 222, 358]
signature-line: PO Box 610389 — [183, 365, 217, 372]
dated-line: Dated at Newton, Massachusetts, on October 22, 2025. — [661, 163, 776, 170]
signature-line: 28345 — [322, 202, 336, 209]
auto-line: Facimile 603-437-4906 — [304, 281, 354, 288]
notice-body: PURSUANT TO NEW HAMPSHIRE RSA 479:25, YOU ARE HEREBY NOTIFIED THAT YOU HAVE A RIGHT TO PETITION THE SUPERIOR COURT FOR THE COUNTY IN WHICH THE MORTGAGED PREMISES ARE SITUATED, WITH SERVICE UPON THE MORTGAGEE, AND UPON SUCH BOND AS THE COURT MAY REQUIRE TO ENJOIN THE SCHEDULED FORECLOSURE SALE. — [526, 640, 648, 691]
notice-body: PURSUANT TO NEW HAMPSHIRE RSA 479:25, YOU ARE HEREBY NOTIFIED THAT YOU HAVE A RIGHT TO PETITION THE SUPERIOR COURT FOR THE COUNTY IN WHICH THE MORTGAGED PREMISES ARE SITUATED, WITH SERVICE UPON THE MORTGAGEE, AND UPON SUCH BOND AS THE COURT MAY REQUIRE TO ENJOIN THE SCHEDULED FORECLOSURE SALE. — [10, 260, 132, 311]
signature-line: Jeffrey J. Hardiman — [50, 541, 92, 548]
